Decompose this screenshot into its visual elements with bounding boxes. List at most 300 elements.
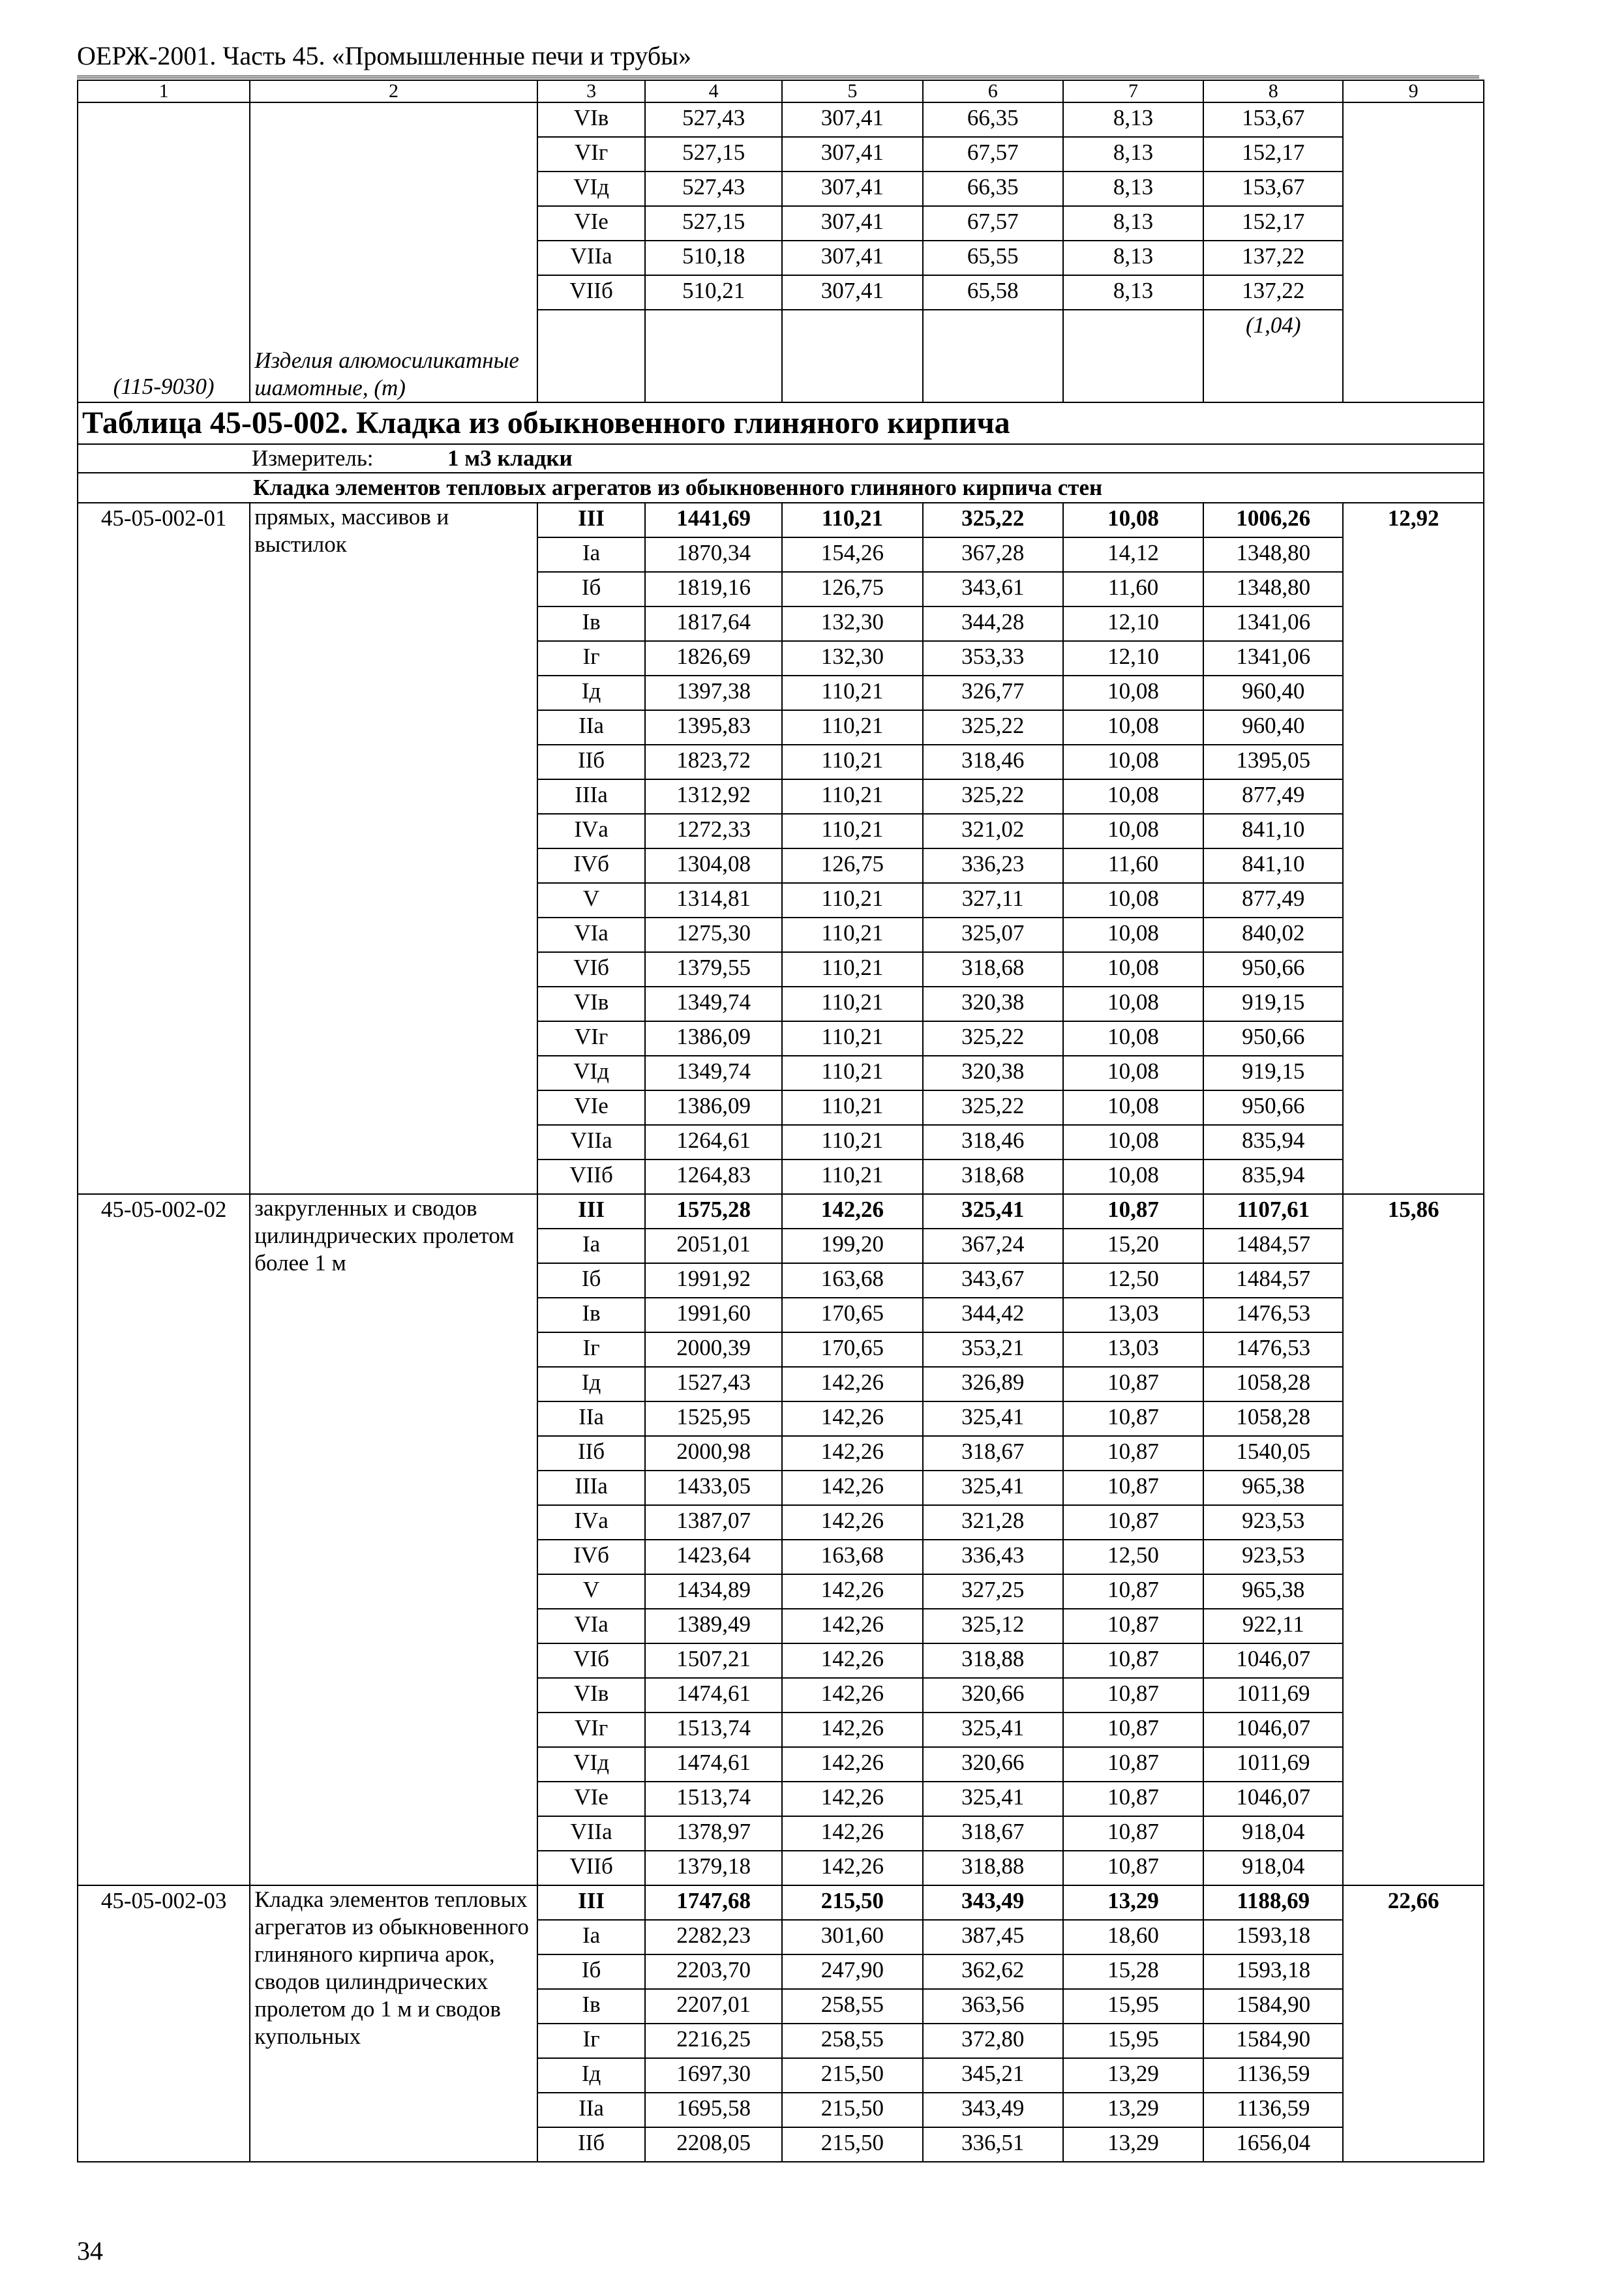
column-number: 5 <box>782 80 923 102</box>
value-cell: 215,50 <box>782 1885 923 1920</box>
value-cell: 15,28 <box>1063 1954 1204 1989</box>
value-cell: 1058,28 <box>1203 1401 1343 1436</box>
rate-name: закругленных и сводов цилиндрических пролетом более 1 м <box>250 1194 537 1885</box>
value-cell: 1476,53 <box>1203 1332 1343 1367</box>
value-cell: 326,77 <box>923 676 1063 710</box>
value-cell: 318,67 <box>923 1816 1063 1851</box>
value-cell: 1441,69 <box>645 503 782 537</box>
value-cell: 142,26 <box>782 1505 923 1540</box>
value-cell: 110,21 <box>782 918 923 952</box>
value-cell: 325,22 <box>923 1090 1063 1125</box>
region-code: IVб <box>537 848 645 883</box>
region-code: Iб <box>537 1263 645 1298</box>
value-cell: 318,46 <box>923 745 1063 779</box>
region-code: VIб <box>537 1643 645 1678</box>
region-code: VIд <box>537 172 645 206</box>
value-cell: 344,42 <box>923 1298 1063 1332</box>
value-cell: 965,38 <box>1203 1471 1343 1505</box>
value-cell: 170,65 <box>782 1332 923 1367</box>
value-cell: 10,08 <box>1063 745 1204 779</box>
value-cell: 1188,69 <box>1203 1885 1343 1920</box>
value-cell: 1264,61 <box>645 1125 782 1159</box>
value-cell: 142,26 <box>782 1401 923 1436</box>
value-cell: 320,38 <box>923 987 1063 1021</box>
value-cell: 318,88 <box>923 1643 1063 1678</box>
value-cell: 10,08 <box>1063 1021 1204 1056</box>
region-code: IVа <box>537 1505 645 1540</box>
value-cell: 10,87 <box>1063 1505 1204 1540</box>
value-cell: 1348,80 <box>1203 537 1343 572</box>
value-cell: 950,66 <box>1203 952 1343 987</box>
section-row <box>78 473 1484 503</box>
value-cell: 10,08 <box>1063 952 1204 987</box>
region-code: III <box>537 1885 645 1920</box>
value-cell: 110,21 <box>782 952 923 987</box>
value-cell: 307,41 <box>782 275 923 310</box>
value-cell: 10,08 <box>1063 918 1204 952</box>
value-cell: 8,13 <box>1063 172 1204 206</box>
value-cell: 110,21 <box>782 1056 923 1090</box>
value-cell: 960,40 <box>1203 676 1343 710</box>
rates-table <box>77 80 1484 2162</box>
value-cell: 12,50 <box>1063 1263 1204 1298</box>
region-code: VIв <box>537 987 645 1021</box>
value-cell: 307,41 <box>782 172 923 206</box>
region-code: VIIа <box>537 1816 645 1851</box>
value-cell: 336,51 <box>923 2127 1063 2162</box>
value-cell: 110,21 <box>782 710 923 745</box>
value-cell: 320,38 <box>923 1056 1063 1090</box>
value-cell: 8,13 <box>1063 241 1204 275</box>
value-cell: 170,65 <box>782 1298 923 1332</box>
value-cell: 1312,92 <box>645 779 782 814</box>
value-cell: 110,21 <box>782 987 923 1021</box>
region-code: IIа <box>537 1401 645 1436</box>
value-cell: 1870,34 <box>645 537 782 572</box>
value-cell: 10,08 <box>1063 1056 1204 1090</box>
value-cell: 8,13 <box>1063 206 1204 241</box>
col9-value: 12,92 <box>1343 503 1484 1194</box>
value-cell: 65,55 <box>923 241 1063 275</box>
value-cell: 1264,83 <box>645 1159 782 1194</box>
value-cell: 14,12 <box>1063 537 1204 572</box>
value-cell: 527,15 <box>645 206 782 241</box>
value-cell: 1433,05 <box>645 1471 782 1505</box>
value-cell: 10,08 <box>1063 503 1204 537</box>
region-code: Iг <box>537 641 645 676</box>
region-code: IIб <box>537 2127 645 2162</box>
value-cell: 10,08 <box>1063 814 1204 848</box>
value-cell: 922,11 <box>1203 1609 1343 1643</box>
table-row <box>78 102 1484 137</box>
value-cell: 10,08 <box>1063 1125 1204 1159</box>
value-cell: 325,22 <box>923 503 1063 537</box>
value-cell: 527,15 <box>645 137 782 172</box>
value-cell: 325,22 <box>923 1021 1063 1056</box>
resource-code-cell: (115-9030) <box>78 102 250 402</box>
region-code: VIв <box>537 1678 645 1713</box>
region-code: IIIа <box>537 1471 645 1505</box>
table-row <box>78 1885 1484 1920</box>
region-code: IIIа <box>537 779 645 814</box>
value-cell: 2208,05 <box>645 2127 782 2162</box>
value-cell: 15,95 <box>1063 2024 1204 2058</box>
column-number: 1 <box>78 80 250 102</box>
value-cell: 12,10 <box>1063 606 1204 641</box>
measure-row <box>78 444 1484 473</box>
value-cell: 527,43 <box>645 102 782 137</box>
value-cell: 142,26 <box>782 1436 923 1471</box>
value-cell: 1423,64 <box>645 1540 782 1574</box>
value-cell: 325,07 <box>923 918 1063 952</box>
value-cell: 13,29 <box>1063 2093 1204 2127</box>
value-cell: 67,57 <box>923 137 1063 172</box>
value-cell: 1272,33 <box>645 814 782 848</box>
value-cell: 2051,01 <box>645 1229 782 1263</box>
value-cell: 10,08 <box>1063 1159 1204 1194</box>
region-code: Iд <box>537 676 645 710</box>
value-cell: 142,26 <box>782 1782 923 1816</box>
value-cell: 1341,06 <box>1203 641 1343 676</box>
value-cell: 387,45 <box>923 1920 1063 1954</box>
value-cell: 10,87 <box>1063 1816 1204 1851</box>
value-cell: 199,20 <box>782 1229 923 1263</box>
value-cell: 8,13 <box>1063 137 1204 172</box>
value-cell: 1046,07 <box>1203 1643 1343 1678</box>
region-code: VIа <box>537 918 645 952</box>
measure-cell <box>78 444 1484 473</box>
region-code: VIд <box>537 1747 645 1782</box>
region-code: Iв <box>537 1298 645 1332</box>
value-cell: 1991,92 <box>645 1263 782 1298</box>
col9-value: 22,66 <box>1343 1885 1484 2162</box>
value-cell: 1474,61 <box>645 1747 782 1782</box>
value-cell: 10,87 <box>1063 1851 1204 1885</box>
value-cell: 2000,98 <box>645 1436 782 1471</box>
empty-cell <box>923 310 1063 402</box>
value-cell: 110,21 <box>782 503 923 537</box>
value-cell: 1379,55 <box>645 952 782 987</box>
value-cell: 152,17 <box>1203 137 1343 172</box>
table-body <box>78 80 1484 2162</box>
value-cell: 960,40 <box>1203 710 1343 745</box>
value-cell: 343,67 <box>923 1263 1063 1298</box>
region-code: VIIб <box>537 1851 645 1885</box>
column-numbers-row <box>78 80 1484 102</box>
region-code: VIв <box>537 102 645 137</box>
value-cell: 142,26 <box>782 1816 923 1851</box>
value-cell: 10,08 <box>1063 676 1204 710</box>
value-cell: 65,58 <box>923 275 1063 310</box>
value-cell: 1395,05 <box>1203 745 1343 779</box>
value-cell: 336,23 <box>923 848 1063 883</box>
value-cell: 1540,05 <box>1203 1436 1343 1471</box>
value-cell: 2282,23 <box>645 1920 782 1954</box>
value-cell: 919,15 <box>1203 987 1343 1021</box>
value-cell: 258,55 <box>782 2024 923 2058</box>
value-cell: 367,28 <box>923 537 1063 572</box>
region-code: VIб <box>537 952 645 987</box>
value-cell: 919,15 <box>1203 1056 1343 1090</box>
empty-cell <box>645 310 782 402</box>
value-cell: 835,94 <box>1203 1159 1343 1194</box>
region-code: Iв <box>537 1989 645 2024</box>
region-code: Iа <box>537 537 645 572</box>
table-title: Таблица 45-05-002. Кладка из обыкновенного глиняного кирпича <box>78 402 1484 444</box>
value-cell: 343,61 <box>923 572 1063 606</box>
value-cell: 153,67 <box>1203 102 1343 137</box>
value-cell: 10,87 <box>1063 1747 1204 1782</box>
value-cell: 8,13 <box>1063 102 1204 137</box>
table-row <box>78 503 1484 537</box>
value-cell: 325,41 <box>923 1782 1063 1816</box>
value-cell: 1011,69 <box>1203 1678 1343 1713</box>
value-cell: 142,26 <box>782 1713 923 1747</box>
value-cell: 1348,80 <box>1203 572 1343 606</box>
value-cell: 510,21 <box>645 275 782 310</box>
value-cell: 163,68 <box>782 1263 923 1298</box>
page-number: 34 <box>77 2236 103 2266</box>
region-code: IIб <box>537 745 645 779</box>
value-cell: 950,66 <box>1203 1021 1343 1056</box>
value-cell: 142,26 <box>782 1851 923 1885</box>
value-cell: 362,62 <box>923 1954 1063 1989</box>
value-cell: 110,21 <box>782 1090 923 1125</box>
value-cell: 318,68 <box>923 952 1063 987</box>
value-cell: 1304,08 <box>645 848 782 883</box>
value-cell: 10,87 <box>1063 1678 1204 1713</box>
section-title: Кладка элементов тепловых агрегатов из обыкновенного глиняного кирпича стен <box>78 473 1484 503</box>
value-cell: 13,29 <box>1063 1885 1204 1920</box>
value-cell: 1593,18 <box>1203 1954 1343 1989</box>
value-cell: 163,68 <box>782 1540 923 1574</box>
value-cell: 1386,09 <box>645 1021 782 1056</box>
value-cell: 835,94 <box>1203 1125 1343 1159</box>
value-cell: 66,35 <box>923 102 1063 137</box>
value-cell: 132,30 <box>782 641 923 676</box>
value-cell: 10,08 <box>1063 779 1204 814</box>
value-cell: 18,60 <box>1063 1920 1204 1954</box>
value-cell: 325,22 <box>923 710 1063 745</box>
region-code: Iа <box>537 1229 645 1263</box>
region-code: VIг <box>537 1713 645 1747</box>
value-cell: 10,87 <box>1063 1367 1204 1401</box>
value-cell: 110,21 <box>782 1125 923 1159</box>
value-cell: 1136,59 <box>1203 2093 1343 2127</box>
region-code: Iд <box>537 2058 645 2093</box>
region-code: Iа <box>537 1920 645 1954</box>
value-cell: 353,21 <box>923 1332 1063 1367</box>
value-cell: 13,03 <box>1063 1298 1204 1332</box>
value-cell: 343,49 <box>923 2093 1063 2127</box>
region-code: VIIа <box>537 1125 645 1159</box>
value-cell: 142,26 <box>782 1609 923 1643</box>
value-cell: 325,12 <box>923 1609 1063 1643</box>
value-cell: 10,87 <box>1063 1643 1204 1678</box>
value-cell: 10,87 <box>1063 1471 1204 1505</box>
region-code: VIIа <box>537 241 645 275</box>
value-cell: 1525,95 <box>645 1401 782 1436</box>
value-cell: 15,95 <box>1063 1989 1204 2024</box>
value-cell: 12,10 <box>1063 641 1204 676</box>
value-cell: 142,26 <box>782 1747 923 1782</box>
value-cell: 215,50 <box>782 2058 923 2093</box>
value-cell: 325,41 <box>923 1713 1063 1747</box>
value-cell: 307,41 <box>782 206 923 241</box>
value-cell: 1006,26 <box>1203 503 1343 537</box>
value-cell: 152,17 <box>1203 206 1343 241</box>
value-cell: 1584,90 <box>1203 1989 1343 2024</box>
value-cell: 137,22 <box>1203 241 1343 275</box>
value-cell: 353,33 <box>923 641 1063 676</box>
region-code: III <box>537 1194 645 1229</box>
value-cell: 321,02 <box>923 814 1063 848</box>
value-cell: 841,10 <box>1203 848 1343 883</box>
value-cell: 1484,57 <box>1203 1263 1343 1298</box>
value-cell: 1341,06 <box>1203 606 1343 641</box>
region-code: Iд <box>537 1367 645 1401</box>
value-cell: 126,75 <box>782 848 923 883</box>
value-cell: 325,41 <box>923 1471 1063 1505</box>
value-cell: 1476,53 <box>1203 1298 1343 1332</box>
value-cell: 318,68 <box>923 1159 1063 1194</box>
value-cell: 110,21 <box>782 814 923 848</box>
value-cell: 110,21 <box>782 1021 923 1056</box>
value-cell: 877,49 <box>1203 883 1343 918</box>
value-cell: 110,21 <box>782 676 923 710</box>
empty-cell <box>1063 310 1204 402</box>
value-cell: 325,41 <box>923 1194 1063 1229</box>
col9-value: 15,86 <box>1343 1194 1484 1885</box>
value-cell: 2207,01 <box>645 1989 782 2024</box>
value-cell: 142,26 <box>782 1194 923 1229</box>
value-cell: 1697,30 <box>645 2058 782 2093</box>
value-cell: 307,41 <box>782 241 923 275</box>
empty-cell <box>782 310 923 402</box>
value-cell: 918,04 <box>1203 1851 1343 1885</box>
column-number: 3 <box>537 80 645 102</box>
value-cell: 327,11 <box>923 883 1063 918</box>
value-cell: 918,04 <box>1203 1816 1343 1851</box>
value-cell: 1474,61 <box>645 1678 782 1713</box>
value-cell: 367,24 <box>923 1229 1063 1263</box>
col9-cell <box>1343 102 1484 402</box>
value-cell: 372,80 <box>923 2024 1063 2058</box>
region-code: VIа <box>537 1609 645 1643</box>
value-cell: 923,53 <box>1203 1540 1343 1574</box>
value-cell: 1378,97 <box>645 1816 782 1851</box>
value-cell: 142,26 <box>782 1367 923 1401</box>
page-header: ОЕРЖ-2001. Часть 45. «Промышленные печи и трубы» <box>77 40 1479 78</box>
value-cell: 1046,07 <box>1203 1782 1343 1816</box>
rate-name: прямых, массивов и выстилок <box>250 503 537 1194</box>
value-cell: 247,90 <box>782 1954 923 1989</box>
value-cell: 923,53 <box>1203 1505 1343 1540</box>
value-cell: 320,66 <box>923 1747 1063 1782</box>
region-code: VIг <box>537 1021 645 1056</box>
value-cell: 10,87 <box>1063 1401 1204 1436</box>
column-number: 4 <box>645 80 782 102</box>
value-cell: 142,26 <box>782 1471 923 1505</box>
value-cell: 1379,18 <box>645 1851 782 1885</box>
region-code: VIIб <box>537 1159 645 1194</box>
column-number: 6 <box>923 80 1063 102</box>
column-number: 2 <box>250 80 537 102</box>
value-cell: 301,60 <box>782 1920 923 1954</box>
value-cell: 13,29 <box>1063 2127 1204 2162</box>
value-cell: 110,21 <box>782 745 923 779</box>
region-code: VIд <box>537 1056 645 1090</box>
value-cell: 1747,68 <box>645 1885 782 1920</box>
value-cell: 318,67 <box>923 1436 1063 1471</box>
region-code: VIг <box>537 137 645 172</box>
value-cell: 1527,43 <box>645 1367 782 1401</box>
measure-value: 1 м3 кладки <box>447 445 573 471</box>
value-cell: 126,75 <box>782 572 923 606</box>
value-cell: 1397,38 <box>645 676 782 710</box>
value-cell: 1823,72 <box>645 745 782 779</box>
value-cell: 142,26 <box>782 1678 923 1713</box>
value-cell: 965,38 <box>1203 1574 1343 1609</box>
value-cell: 1046,07 <box>1203 1713 1343 1747</box>
value-cell: 2216,25 <box>645 2024 782 2058</box>
region-code: IVб <box>537 1540 645 1574</box>
value-cell: 110,21 <box>782 779 923 814</box>
value-cell: 66,35 <box>923 172 1063 206</box>
value-cell: 110,21 <box>782 883 923 918</box>
value-cell: 327,25 <box>923 1574 1063 1609</box>
value-cell: 1349,74 <box>645 1056 782 1090</box>
region-code: VIе <box>537 1782 645 1816</box>
value-cell: 1011,69 <box>1203 1747 1343 1782</box>
value-cell: 13,29 <box>1063 2058 1204 2093</box>
value-cell: 10,87 <box>1063 1436 1204 1471</box>
value-cell: 10,87 <box>1063 1713 1204 1747</box>
value-cell: 950,66 <box>1203 1090 1343 1125</box>
value-cell: 10,08 <box>1063 710 1204 745</box>
value-cell: 258,55 <box>782 1989 923 2024</box>
column-number: 8 <box>1203 80 1343 102</box>
region-code: IIа <box>537 710 645 745</box>
value-cell: 1819,16 <box>645 572 782 606</box>
value-cell: 307,41 <box>782 102 923 137</box>
value-cell: 10,08 <box>1063 883 1204 918</box>
rate-code: 45-05-002-01 <box>78 503 250 1194</box>
value-cell: 1395,83 <box>645 710 782 745</box>
value-cell: 343,49 <box>923 1885 1063 1920</box>
value-cell: 8,13 <box>1063 275 1204 310</box>
value-cell: 10,87 <box>1063 1574 1204 1609</box>
value-cell: 10,87 <box>1063 1609 1204 1643</box>
value-cell: 1695,58 <box>645 2093 782 2127</box>
value-cell: 1314,81 <box>645 883 782 918</box>
value-cell: 154,26 <box>782 537 923 572</box>
resource-qty: (1,04) <box>1203 310 1343 402</box>
region-code: VIе <box>537 1090 645 1125</box>
region-code: Iб <box>537 1954 645 1989</box>
value-cell: 10,08 <box>1063 987 1204 1021</box>
value-cell: 215,50 <box>782 2127 923 2162</box>
value-cell: 142,26 <box>782 1574 923 1609</box>
value-cell: 1826,69 <box>645 641 782 676</box>
measure-label: Измеритель: <box>252 445 374 471</box>
value-cell: 132,30 <box>782 606 923 641</box>
value-cell: 307,41 <box>782 137 923 172</box>
region-code: III <box>537 503 645 537</box>
region-code: IVа <box>537 814 645 848</box>
value-cell: 1593,18 <box>1203 1920 1343 1954</box>
value-cell: 2203,70 <box>645 1954 782 1989</box>
